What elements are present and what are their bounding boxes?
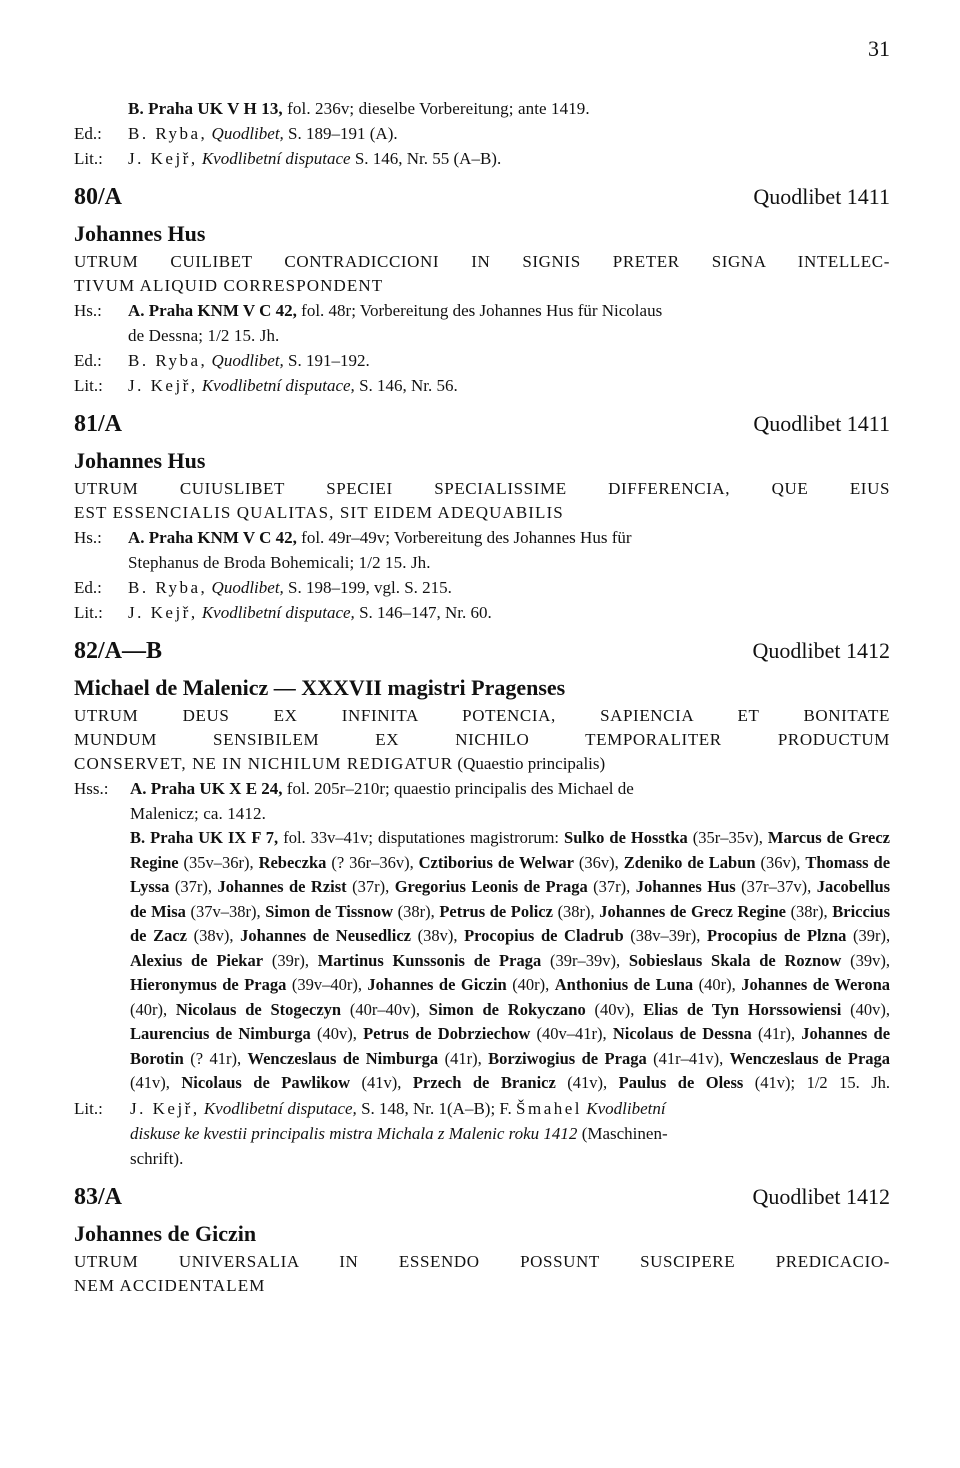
shelfmark: B. Praha UK IX F 7,: [130, 828, 279, 847]
disputant-name: Simon de Tissnow: [265, 901, 394, 921]
disputant-name: Nicolaus de Pawlikow: [181, 1073, 351, 1092]
author-name: J. Kejř,: [128, 149, 198, 168]
page-number: 31: [868, 36, 890, 61]
disputant-name: Alexius de Piekar: [130, 950, 264, 970]
disputant-folio: (36v): [760, 852, 797, 872]
disputant-folio: (40v): [316, 1024, 353, 1043]
manuscript-note: fol. 205r–210r; quaestio principalis des Michael de: [282, 779, 634, 798]
disputant-name: Johannes de Borotin: [130, 1024, 891, 1068]
shelfmark: A. Praha UK X E 24,: [130, 779, 283, 798]
literature-title: Kvodlibetní disputace: [201, 149, 351, 168]
literature-pages: S. 148, Nr. 1(A–B); F.: [356, 1098, 517, 1118]
disputant-folio: (41r): [757, 1024, 791, 1043]
manuscript-date: ; 1/2 15. Jh.: [790, 1073, 891, 1092]
disputant-folio: (41v): [567, 1073, 604, 1092]
quodlibet-year: Quodlibet 1412: [752, 1183, 890, 1209]
question-title-line: TIVUM ALIQUID CORRESPONDENT: [74, 276, 384, 295]
disputant-name: Simon de Rokyczano: [428, 999, 586, 1019]
manuscript-note: fol. 49r–49v; Vorbereitung des Johannes Hus für: [296, 528, 632, 547]
edition-title: Quodlibet,: [211, 351, 284, 370]
quodlibet-year: Quodlibet 1412: [752, 638, 890, 663]
question-title-caps: CONSERVET, NE IN NICHILUM REDIGATUR: [74, 754, 454, 773]
disputant-name: Anthonius de Luna: [554, 975, 694, 994]
literature-note: (Maschinen-: [581, 1123, 668, 1143]
disputant-folio: (40r–40v): [349, 999, 416, 1019]
manuscript-note: fol. 48r; Vorbereitung des Johannes Hus für Nicolaus: [296, 301, 663, 320]
edition-line: [74, 575, 890, 600]
disputant-name: Gregorius Leonis de Praga: [394, 877, 588, 896]
disputant-folio: (37v–38r): [190, 901, 257, 921]
disputant-folio: (35r–35v): [692, 828, 759, 847]
manuscript-line: [74, 298, 890, 323]
disputant-name: Thomass de Lyssa: [130, 852, 891, 896]
question-title-line: EST ESSENCIALIS QUALITAS, SIT EIDEM ADEQUABILIS: [74, 503, 564, 522]
shelfmark: B.: [128, 99, 144, 118]
quodlibet-year: Quodlibet 1411: [753, 411, 890, 436]
question-title-line: UTRUM UNIVERSALIA IN ESSENDO POSSUNT SUSCIPERE PREDICACIO-: [74, 1251, 890, 1271]
edition-label: Ed.:: [74, 351, 102, 370]
disputant-name: Wenczeslaus de Praga: [729, 1048, 891, 1068]
literature-pages: S. 146, Nr. 56.: [354, 376, 458, 395]
literature-line: [74, 600, 890, 625]
manuscript-line: [74, 525, 890, 550]
question-title-line: [74, 752, 890, 776]
edition-label: Ed.:: [74, 124, 102, 143]
disputant-folio: (40r): [130, 999, 163, 1019]
disputant-name: Hieronymus de Praga: [130, 975, 287, 994]
entry-author: Michael de Malenicz — XXXVII magistri Pragenses: [74, 675, 566, 700]
literature-title: Kvodlibetní: [586, 1098, 666, 1118]
disputant-name: Johannes de Werona: [741, 975, 891, 994]
disputant-name: Nicolaus de Dessna: [612, 1024, 752, 1043]
disputant-folio: (39r–39v): [549, 950, 616, 970]
editor-name: B. Ryba,: [128, 351, 208, 370]
shelfmark: Praha UK V H 13,: [148, 99, 283, 118]
disputant-folio: (37r): [593, 877, 627, 896]
disputant-name: Petrus de Dobrziechow: [363, 1024, 531, 1043]
literature-note: schrift).: [130, 1148, 184, 1168]
disputant-name: Johannes de Grecz Regine: [599, 901, 786, 921]
edition-label: Ed.:: [74, 578, 102, 597]
disputant-name: Przech de Branicz: [412, 1073, 556, 1092]
edition-title: Quodlibet,: [211, 124, 284, 143]
disputant-name: Procopius de Plzna: [706, 926, 847, 945]
question-title-line: UTRUM CUILIBET CONTRADICCIONI IN SIGNIS PRETER SIGNA INTELLEC-: [74, 252, 890, 271]
edition-pages: S. 198–199, vgl. S. 215.: [283, 578, 452, 597]
entry-number: 83/A: [74, 1183, 122, 1210]
shelfmark: A. Praha KNM V C 42,: [128, 301, 297, 320]
manuscript-b-line: [74, 96, 890, 121]
disputant-name: Sobieslaus Skala de Roznow: [628, 950, 842, 970]
disputants-paragraph: [130, 826, 890, 1096]
disputant-folio: (38r): [397, 901, 431, 921]
literature-label: Lit.:: [74, 603, 103, 622]
disputant-folio: (41r–41v): [653, 1048, 720, 1068]
disputant-name: Briccius de Zacz: [130, 901, 891, 945]
disputant-folio: (41v): [361, 1073, 398, 1092]
manuscript-note-cont: de Dessna; 1/2 15. Jh.: [128, 326, 280, 345]
disputant-list: Sulko de Hosstka (35r–35v), Marcus de Grecz Regine (35v–36r), Rebeczka (? 36r–36v), Cztiborius de Welwar (36v), Zdeniko de Labun (36v), Thomass de Lyssa (37r), Johannes de Rzist (37r), Gregorius Leonis de Praga (37r), Johannes Hus (37r–37v), Jacobellus de Misa (37v–38r), Simon de Tissnow (38r), Petrus de Policz (38r), Johannes de Grecz Regine (38r), Briccius de Zacz (38v), Johannes de Neusedlicz (38v), Procopius de Cladrub (38v–39r), Procopius de Plzna (39r), Alexius de Piekar (39r), Martinus Kunssonis de Praga (39r–39v), Sobieslaus Skala de Roznow (39v), Hieronymus de Praga (39v–40r), Johannes de Giczin (40r), Anthonius de Luna (40r), Johannes de Werona (40r), Nicolaus de Stogeczyn (40r–40v), Simon de Rokyczano (40v), Elias de Tyn Horssowiensi (40v), Laurencius de Nimburga (40v), Petrus de Dobrziechow (40v–41r), Nicolaus de Dessna (41r), Johannes de Borotin (? 41r), Wenczeslaus de Nimburga (41r), Borziwogius de Praga (41r–41v), Wenczeslaus de Praga (41v), Nicolaus de Pawlikow (41v), Przech de Branicz (41v), Paulus de Oless (41v): [130, 828, 891, 1092]
disputant-name: Rebeczka: [258, 852, 327, 872]
entry-83a: [74, 1184, 890, 1298]
disputant-name: Cztiborius de Welwar: [418, 852, 574, 872]
disputant-name: Jacobellus de Misa: [130, 877, 891, 921]
literature-label: Lit.:: [74, 1098, 103, 1118]
disputant-name: Paulus de Oless: [618, 1073, 744, 1092]
manuscript-note: fol. 33v–41v; disputationes magistrorum:: [278, 828, 565, 847]
disputant-folio: (41v): [754, 1073, 791, 1092]
question-note: (Quaestio principalis): [453, 754, 606, 773]
disputant-name: Wenczeslaus de Nimburga: [247, 1048, 439, 1068]
question-title-line: MUNDUM SENSIBILEM EX NICHILO TEMPORALITER PRODUCTUM: [74, 730, 890, 749]
literature-title: diskuse ke kvestii principalis mistra Michala z Malenic roku 1412: [130, 1123, 578, 1143]
disputant-name: Martinus Kunssonis de Praga: [317, 950, 542, 970]
literature-pages: S. 146, Nr. 55 (A–B).: [350, 149, 502, 168]
manuscripts-label: Hss.:: [74, 779, 109, 798]
previous-entry: [74, 96, 890, 171]
disputant-folio: (39v): [850, 950, 886, 970]
disputant-name: Nicolaus de Stogeczyn: [175, 999, 342, 1019]
entry-number: 81/A: [74, 411, 122, 437]
disputant-folio: (40r): [698, 975, 732, 994]
literature-label: Lit.:: [74, 149, 103, 168]
disputant-name: Johannes de Neusedlicz: [240, 926, 411, 945]
disputant-folio: (38r): [790, 901, 824, 921]
question-title-line: UTRUM DEUS EX INFINITA POTENCIA, SAPIENCIA ET BONITATE: [74, 706, 890, 725]
disputant-folio: (36v): [578, 852, 615, 872]
entry-author: Johannes Hus: [74, 221, 206, 246]
edition-pages: S. 191–192.: [283, 351, 370, 370]
entry-82ab: [74, 638, 890, 1171]
disputant-folio: (37r): [174, 877, 208, 896]
disputant-folio: (41r): [444, 1048, 478, 1068]
author-name: J. Kejř,: [130, 1098, 200, 1118]
literature-line: [74, 146, 890, 171]
editor-name: B. Ryba,: [128, 124, 208, 143]
disputant-name: Marcus de Grecz Regine: [130, 828, 891, 872]
disputant-folio: (40r): [512, 975, 546, 994]
disputant-name: Borziwogius de Praga: [488, 1048, 647, 1068]
disputant-folio: (41v): [130, 1073, 166, 1092]
literature-title: Kvodlibetní disputace,: [201, 376, 355, 395]
disputant-name: Laurencius de Nimburga: [130, 1024, 311, 1043]
disputant-folio: (40v): [850, 999, 886, 1019]
manuscript-b-block: [74, 826, 890, 1096]
disputant-name: Sulko de Hosstka: [564, 828, 688, 847]
disputant-name: Zdeniko de Labun: [623, 852, 756, 872]
manuscript-note-cont: Malenicz; ca. 1412.: [130, 804, 266, 823]
manuscript-note-cont: Stephanus de Broda Bohemicali; 1/2 15. Jh.: [128, 553, 431, 572]
disputant-name: Johannes de Giczin: [367, 975, 507, 994]
literature-line: [74, 373, 890, 398]
author-name: J. Kejř,: [128, 376, 198, 395]
question-title-line: NEM ACCIDENTALEM: [74, 1275, 266, 1295]
entry-80a: [74, 184, 890, 398]
entry-number: 82/A—B: [74, 638, 163, 664]
edition-line: [74, 121, 890, 146]
manuscript-note: fol. 236v; dieselbe Vorbereitung; ante 1419.: [282, 99, 590, 118]
disputant-name: Procopius de Cladrub: [464, 926, 624, 945]
author-name: J. Kejř,: [128, 603, 198, 622]
quodlibet-year: Quodlibet 1411: [753, 184, 890, 209]
manuscript-a-line: [74, 776, 890, 801]
literature-title: Kvodlibetní disputace,: [201, 603, 355, 622]
disputant-folio: (? 36r–36v): [331, 852, 410, 872]
edition-pages: S. 189–191 (A).: [283, 124, 398, 143]
question-title-line: UTRUM CUIUSLIBET SPECIEI SPECIALISSIME DIFFERENCIA, QUE EIUS: [74, 479, 890, 498]
literature-title: Kvodlibetní disputace,: [203, 1098, 357, 1118]
manuscript-label: Hs.:: [74, 528, 102, 547]
disputant-name: Elias de Tyn Horssowiensi: [643, 999, 842, 1019]
disputant-folio: (38v): [193, 926, 230, 945]
disputant-folio: (? 41r): [190, 1048, 237, 1068]
edition-title: Quodlibet,: [211, 578, 284, 597]
disputant-folio: (39r): [853, 926, 886, 945]
author-name: Šmahel: [516, 1098, 583, 1118]
disputant-folio: (35v–36r): [183, 852, 250, 872]
literature-pages: S. 146–147, Nr. 60.: [354, 603, 492, 622]
shelfmark: A. Praha KNM V C 42,: [128, 528, 297, 547]
disputant-name: Johannes Hus: [635, 877, 736, 896]
disputant-folio: (38v): [417, 926, 454, 945]
disputant-folio: (39v–40r): [291, 975, 358, 994]
entry-author: Johannes Hus: [74, 448, 206, 473]
disputant-folio: (39r): [271, 950, 305, 970]
entry-number: 80/A: [74, 184, 122, 210]
edition-line: [74, 348, 890, 373]
page-content: [74, 96, 890, 1298]
manuscript-label: Hs.:: [74, 301, 102, 320]
disputant-folio: (38r): [557, 901, 591, 921]
literature-line: [74, 1096, 890, 1171]
disputant-name: Petrus de Policz: [439, 901, 553, 921]
disputant-folio: (38v–39r): [630, 926, 697, 945]
disputant-folio: (40v–41r): [536, 1024, 603, 1043]
disputant-folio: (37r–37v): [741, 877, 808, 896]
disputant-name: Johannes de Rzist: [217, 877, 347, 896]
entry-author: Johannes de Giczin: [74, 1220, 257, 1246]
entry-81a: [74, 411, 890, 625]
editor-name: B. Ryba,: [128, 578, 208, 597]
literature-label: Lit.:: [74, 376, 103, 395]
disputant-folio: (37r): [352, 877, 386, 896]
disputant-folio: (40v): [594, 999, 631, 1019]
